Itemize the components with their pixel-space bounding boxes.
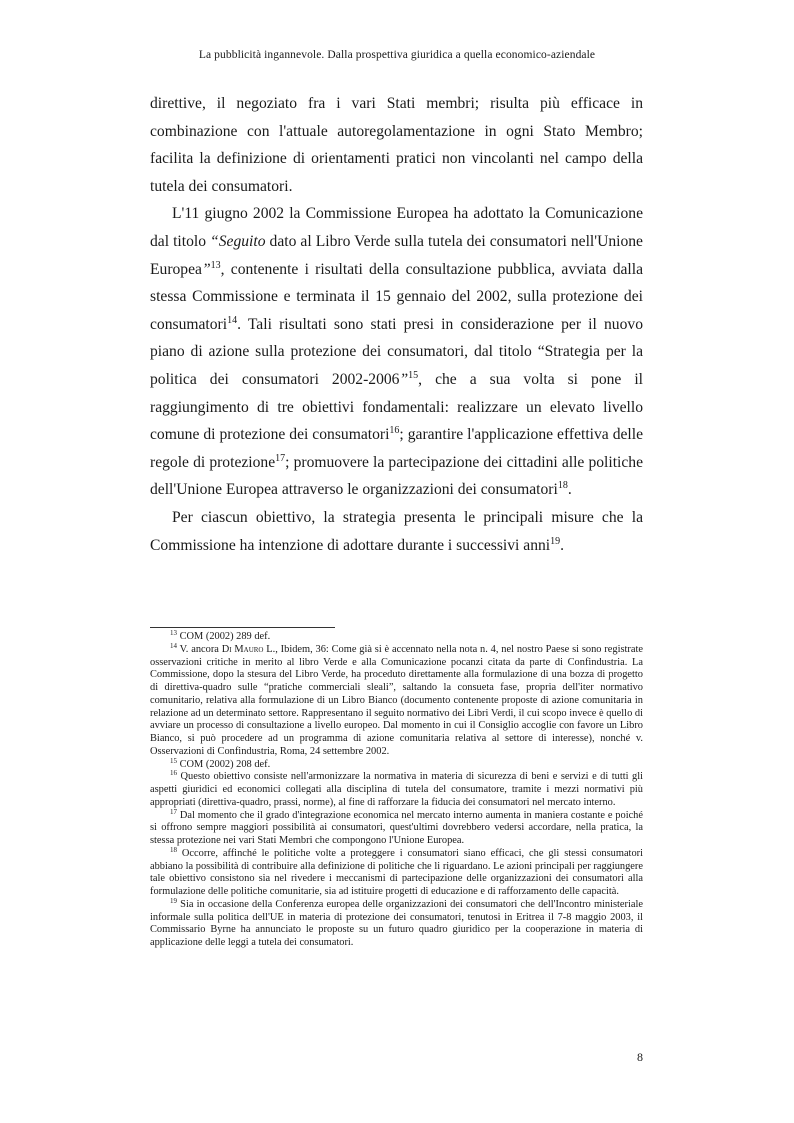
footnote-16: $^{16}$ Questo obiettivo consiste nell'armonizzare la normativa in materia di sicurezza di beni e servizi e di tutti gli aspetti giuridici ed economici collegati alla disciplina di tutela del consumatore, tramite i mezzi normativi più appropriati (direttiva-quadro, prassi, norme), al fine di rafforzare la fiducia dei consumatori nel mercato interno. — [150, 769, 643, 808]
paragraph-1: direttive, il negoziato fra i vari Stati membri; risulta più efficace in combinazione con l'attuale autoregolamentazione in ogni Stato Membro; facilita la definizione di orientamenti pratici non vincolanti nel campo della tutela dei consumatori. — [150, 95, 643, 195]
footnotes — [150, 631, 643, 950]
footnote-17: $^{17}$ Dal momento che il grado d'integrazione economica nel mercato interno aumenta in maniera costante e poiché si offrono sempre maggiori possibilità ai consumatori, quest'ultimi dovrebbero vedersi accordare, nella pratica, la stessa protezione nei vari Stati Membri che compongono l'Unione Europea. — [150, 807, 643, 846]
footnote-15: $^{15}$ COM (2002) 208 def. — [170, 756, 271, 770]
body-text — [150, 90, 643, 559]
running-header: La pubblicità ingannevole. Dalla prospettiva giuridica a quella economico-aziendale — [198, 49, 596, 61]
footnote-ref-13[interactable]: 13 — [210, 259, 221, 271]
footnote-13: $^{13}$ COM (2002) 289 def. — [170, 629, 271, 642]
footnote-ref-18[interactable]: 18 — [557, 480, 568, 492]
footnote-14: $^{14}$ V. ancora Di Mauro L., Ibidem, 36: Come già si è accennato nella nota n. 4, nel nostro Paese si sono registrate osservazioni critiche in merito al libro Verde e alla Comunicazione pocanzi citata da parte di Confindustria. La Commissione, dopo la stesura del Libro Verde, ha proceduto direttamente alla formulazione di una bozza di progetto di direttiva-quadro sulle “pratiche commerciali sleali”, saltando la consueta fase, propria dell'iter normativo comunitario, relativa alla formulazione di un Libro Bianco (documento contenente proposte di azione comunitaria in relazione ad un determinato settore. Rappresentano il seguito normativo dei Libri Verdi, il cui scopo invece è quello di avviare un processo di consultazione a livello europeo. Dal momento in cui il Consiglio accoglie con favore un Libro Bianco, si può procedere ad un programma di azione comunitaria relativa al settore di interesse), nonché v. Osservazioni di Confindustria, Roma, 24 settembre 2002. — [150, 641, 643, 757]
paragraph-2: L'11 giugno 2002 la Commissione Europea ha adottato la Comunicazione dal titolo “Seguito dato al Libro Verde sulla tutela dei consumatori nell'Unione Europea”$^{13}$, contenente i risultati della consultazione pubblica, avviata dalla stessa Commissione e terminata il 15 gennaio del 2002, sulla protezione dei consumatori$^{14}$. Tali risultati sono stati presi in considerazione per il nuovo piano di azione sulla protezione dei consumatori, dal titolo “Strategia per la politica dei consumatori 2002-2006”$^{15}$, che a sua volta si pone il raggiungimento di tre obiettivi fondamentali: realizzare un elevato livello comune di protezione dei consumatori$^{16}$; garantire l'applicazione effettiva delle regole di protezione$^{17}$; promuovere la partecipazione dei cittadini alle politiche dell'Unione Europea attraverso le organizzazioni dei consumatori$^{18}$. — [150, 205, 644, 499]
footnote-ref-19[interactable]: 19 — [550, 535, 561, 547]
footnote-ref-14[interactable]: 14 — [227, 314, 238, 326]
page-number: 8 — [637, 1050, 643, 1064]
footnote-separator — [150, 627, 335, 628]
paragraph-3: Per ciascun obiettivo, la strategia presenta le principali misure che la Commissione ha intenzione di adottare durante i successivi anni$^{19}$. — [150, 508, 643, 554]
footnote-ref-16[interactable]: 16 — [389, 425, 400, 437]
footnote-18: $^{18}$ Occorre, affinché le politiche volte a proteggere i consumatori siano efficaci, che gli stessi consumatori abbiano la possibilità di contribuire alla definizione di politiche che li riguardano. Le azioni principali per raggiungere tale obiettivo consistono sia nel rivedere i meccanismi di partecipazione delle organizzazioni dei consumatori alla formulazione delle politiche comunitarie, sia ad istituire progetti di educazione e di rafforzamento delle capacità. — [150, 845, 643, 897]
footnote-19: $^{19}$ Sia in occasione della Conferenza europea delle organizzazioni dei consumatori che dell'Incontro ministeriale informale sulla politica dell'UE in materia di protezione dei consumatori, tenutosi in Eritrea il 7-8 maggio 2003, il Commissario Byrne ha annunciato le proposte su un futuro quadro giuridico per la cooperazione in materia di applicazione delle leggi a tutela dei consumatori. — [150, 896, 643, 948]
footnote-ref-15[interactable]: 15 — [408, 369, 419, 381]
author-name: Di Mauro — [221, 643, 264, 655]
footnote-ref-17[interactable]: 17 — [275, 452, 286, 464]
